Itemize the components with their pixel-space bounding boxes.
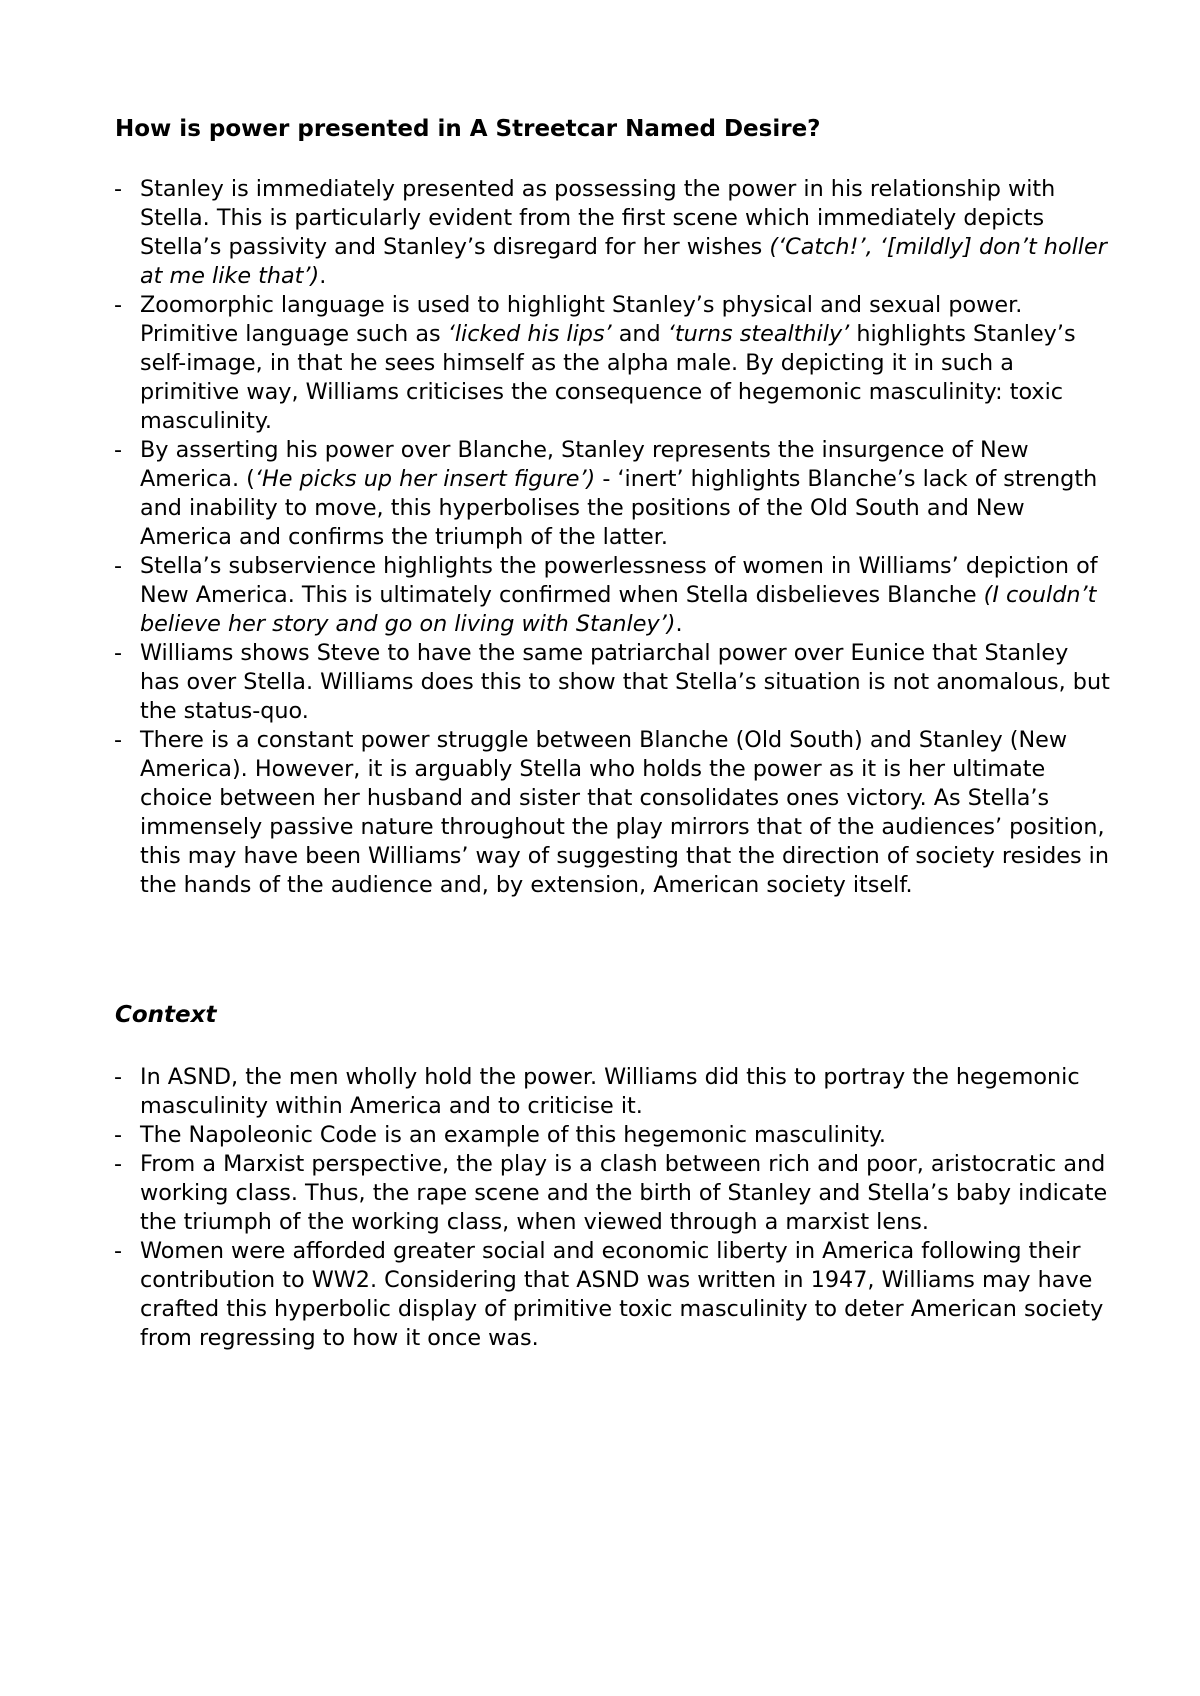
context-heading: Context xyxy=(115,1002,217,1028)
context-bullet-item xyxy=(114,1150,1114,1237)
bullet-marker: - xyxy=(114,1064,123,1090)
bullet-marker: - xyxy=(114,727,123,753)
bullet-marker: - xyxy=(114,640,123,666)
quote-text: (‘Catch!’, ‘[mildly] don’t holler at me like that’) xyxy=(140,234,1107,289)
bullet-text: The Napoleonic Code is an example of this hegemonic masculinity. xyxy=(140,1122,886,1148)
bullet-text: Stanley is immediately presented as possessing the power in his relationship with Stella. This is particularly evident from the first scene which immediately depicts Stella’s passivity and Stanley’s disregard for her wishes xyxy=(140,176,1056,260)
main-bullet-item xyxy=(114,291,1114,436)
main-bullet-item xyxy=(114,552,1114,639)
bullet-text: By asserting his power over Blanche, Stanley represents the insurgence of New America. ( xyxy=(140,437,1029,492)
bullet-text: Zoomorphic language is used to highlight Stanley’s physical and sexual power. Primitive language such as xyxy=(140,292,1023,347)
bullet-text: - ‘inert’ highlights Blanche’s lack of strength and inability to move, this hyperbolises the positions of the Old South and New America and confirms the triumph of the latter. xyxy=(140,466,1098,550)
bullet-marker: - xyxy=(114,292,123,318)
quote-text: ‘He picks up her insert figure’) xyxy=(254,466,596,492)
main-bullet-item xyxy=(114,175,1114,291)
context-bullet-item xyxy=(114,1063,1114,1121)
quote-text: ‘turns stealthily’ xyxy=(667,321,850,347)
main-bullet-item xyxy=(114,726,1114,900)
bullet-text: Women were afforded greater social and economic liberty in America following their contribution to WW2. Considering that ASND was written in 1947, Williams may have crafted this hyperbolic display of primitive toxic masculinity to deter American society from regressing to how it once was. xyxy=(140,1238,1104,1351)
bullet-text: and xyxy=(611,321,668,347)
bullet-marker: - xyxy=(114,553,123,579)
bullet-marker: - xyxy=(114,1151,123,1177)
bullet-marker: - xyxy=(114,176,123,202)
main-points-list xyxy=(114,175,1114,900)
context-bullet-item xyxy=(114,1237,1114,1353)
bullet-text: In ASND, the men wholly hold the power. Williams did this to portray the hegemonic masculinity within America and to criticise it. xyxy=(140,1064,1080,1119)
bullet-text: . xyxy=(675,611,683,637)
bullet-text: . xyxy=(319,263,327,289)
main-bullet-item xyxy=(114,639,1114,726)
bullet-text: From a Marxist perspective, the play is a clash between rich and poor, aristocratic and working class. Thus, the rape scene and the birth of Stanley and Stella’s baby indicate the triumph of the working class, when viewed through a marxist lens. xyxy=(140,1151,1108,1235)
bullet-text: Williams shows Steve to have the same patriarchal power over Eunice that Stanley has over Stella. Williams does this to show that Stella’s situation is not anomalous, but the status-quo. xyxy=(140,640,1110,724)
bullet-marker: - xyxy=(114,1122,123,1148)
main-bullet-item xyxy=(114,436,1114,552)
quote-text: ‘licked his lips’ xyxy=(447,321,612,347)
bullet-text: highlights Stanley’s self-image, in that he sees himself as the alpha male. By depicting it in such a primitive way, Williams criticises the consequence of hegemonic masculinity: toxic masculinity. xyxy=(140,321,1076,434)
page-title: How is power presented in A Streetcar Named Desire? xyxy=(115,116,821,142)
bullet-text: There is a constant power struggle between Blanche (Old South) and Stanley (New America). However, it is arguably Stella who holds the power as it is her ultimate choice between her husband and sister that consolidates ones victory. As Stella’s immensely passive nature throughout the play mirrors that of the audiences’ position, this may have been Williams’ way of suggesting that the direction of society resides in the hands of the audience and, by extension, American society itself. xyxy=(140,727,1109,898)
bullet-marker: - xyxy=(114,437,123,463)
context-points-list xyxy=(114,1063,1114,1353)
quote-text: (I couldn’t believe her story and go on living with Stanley’) xyxy=(140,582,1097,637)
bullet-text: Stella’s subservience highlights the powerlessness of women in Williams’ depiction of New America. This is ultimately confirmed when Stella disbelieves Blanche xyxy=(140,553,1098,608)
context-bullet-item xyxy=(114,1121,1114,1150)
bullet-marker: - xyxy=(114,1238,123,1264)
